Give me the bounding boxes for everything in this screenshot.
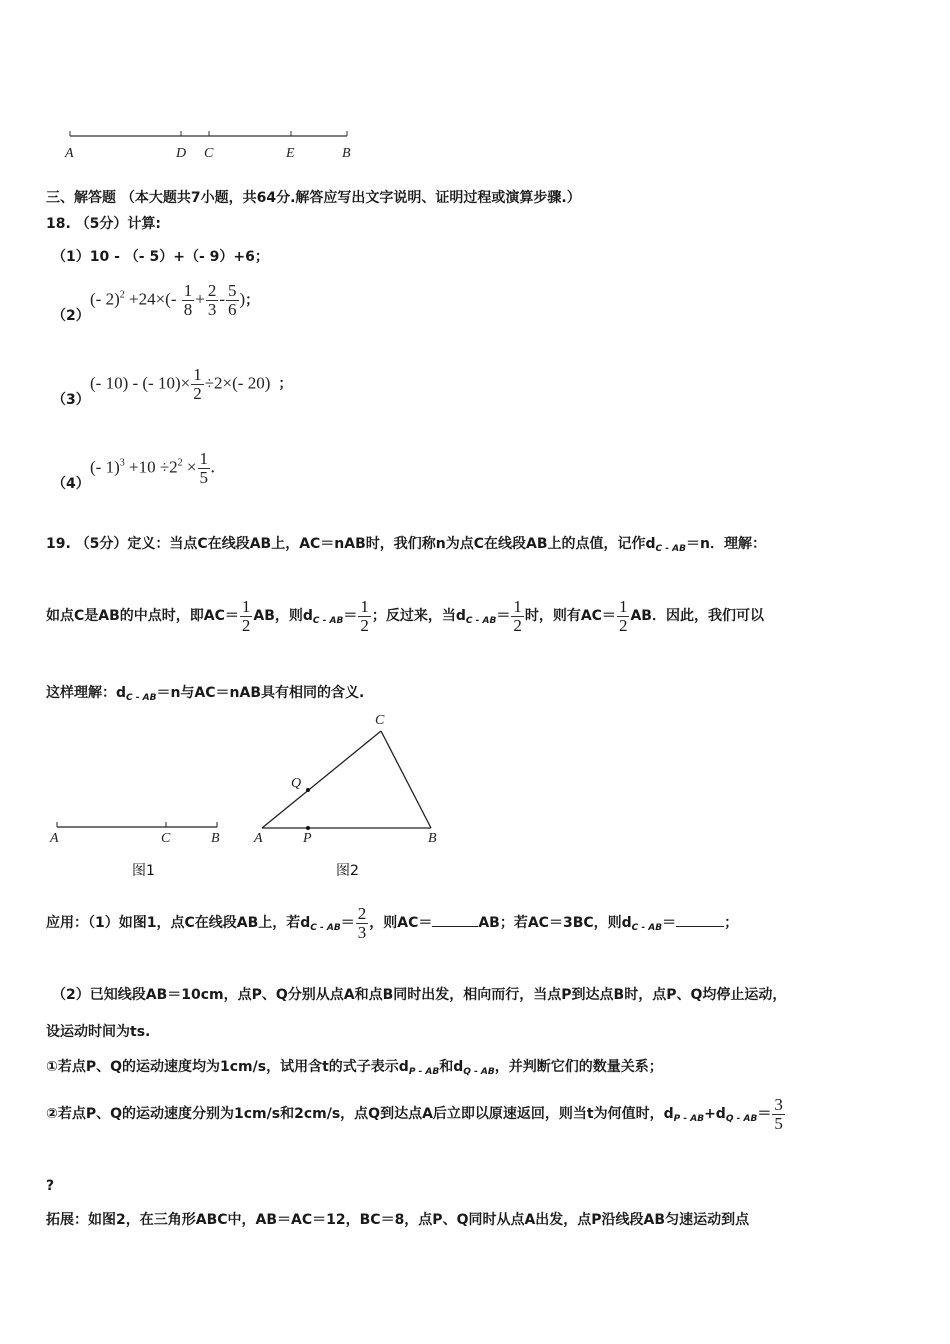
c2-frac: $\frac{3}{5}$ <box>774 1094 783 1133</box>
c2-sub2: Q - AB <box>725 1114 758 1124</box>
c2-sub1: P - AB <box>673 1114 705 1124</box>
q18-p4-end: . <box>211 461 215 477</box>
q19-l2-sub2: C - AB <box>465 616 497 626</box>
part2-line2: 设运动时间为ts. <box>46 1024 151 1040</box>
q18-p2-expr <box>90 282 259 319</box>
q18-p3-left: (- 10) - (- 10)× <box>90 373 191 393</box>
q19-l2-c: ＝ <box>343 608 358 624</box>
fig1-label-a: A <box>50 831 59 846</box>
q19-l2-d: ；反过来，当d <box>371 608 466 624</box>
q19-half-3: $\frac{1}{2}$ <box>513 596 522 635</box>
fig1-label-b: B <box>211 831 220 846</box>
q18-p2-exp: 2 <box>119 289 125 301</box>
q18-p3-label: （3） <box>52 392 90 408</box>
apply-f: ； <box>724 915 739 931</box>
top-label-e: E <box>286 146 295 161</box>
c1-c: ，并判断它们的数量关系； <box>494 1059 663 1075</box>
c2-b: +d <box>704 1106 726 1122</box>
q18-p3-right: ÷2×(- 20) <box>204 373 271 393</box>
section-header: 三、解答题 （本大题共7小题，共64分.解答应写出文字说明、证明过程或演算步骤.） <box>46 190 581 206</box>
c1-a: ①若点P、Q的运动速度均为1cm/s，试用含t的式子表示d <box>46 1059 409 1075</box>
q18-p2-end: ； <box>245 293 260 309</box>
q18-p4-label: （4） <box>52 476 90 492</box>
apply-line <box>46 903 738 948</box>
q19-line1 <box>46 533 766 554</box>
fig2-side-ac <box>262 731 381 828</box>
apply-blank-2[interactable] <box>676 914 724 927</box>
q19-l3-a: 这样理解：d <box>46 685 127 701</box>
q18-p2-frac2: $\frac{2}{3}$ <box>207 281 217 319</box>
fig2-label-q: Q <box>291 776 302 791</box>
q19-l2-f: 时，则有AC＝ <box>524 608 616 624</box>
q19-half-2: $\frac{1}{2}$ <box>360 596 369 635</box>
apply-b: ＝ <box>340 915 355 931</box>
q19-l3-b: ＝n与AC＝nAB具有相同的含义. <box>156 685 365 701</box>
q19-line3 <box>46 682 364 703</box>
q19-l2-e: ＝ <box>496 608 511 624</box>
q18-p4-base: (- 1) <box>90 457 120 477</box>
fig2-point-q <box>306 788 310 792</box>
fig1-caption: 图1 <box>132 863 155 879</box>
fig2-triangle <box>250 720 450 840</box>
q19-line2 <box>46 596 764 641</box>
apply-c: ，则AC＝ <box>369 915 433 931</box>
q19-l2-a: 如点C是AB的中点时，即AC＝ <box>46 608 239 624</box>
q19-line1-end: ＝n．理解： <box>685 536 766 552</box>
q19-line1-sub: C - AB <box>655 544 686 554</box>
fig2-caption: 图2 <box>336 863 359 879</box>
apply-e: ＝ <box>662 915 677 931</box>
q18-p3-end: ； <box>278 377 293 393</box>
q19-half-1: $\frac{1}{2}$ <box>241 596 251 635</box>
apply-blank-1[interactable] <box>432 914 478 927</box>
c2-a: ②若点P、Q的运动速度分别为1cm/s和2cm/s，点Q到达点A后立即以原速返回，则当t为何值时，d <box>46 1106 674 1122</box>
apply-sub2: C - AB <box>631 923 663 933</box>
fig1-label-c: C <box>161 831 171 846</box>
q18-p2-plus: + <box>195 289 205 309</box>
q18-p1-expr: 10 - （- 5）+（- 9）+6； <box>89 249 269 265</box>
part2-line1: （2）已知线段AB＝10cm，点P、Q分别从点A和点B同时出发，相向而行，当点P到达点B时，点P、Q均停止运动， <box>52 987 787 1003</box>
q18-p2-minus: - <box>219 289 225 309</box>
part2-question-mark: ? <box>46 1178 55 1194</box>
fig2-label-a: A <box>254 831 263 846</box>
q18-p2-close: ) <box>239 289 246 309</box>
apply-d: AB；若AC＝3BC，则d <box>478 915 632 931</box>
q18-p2-mid: +24×(- <box>124 289 181 309</box>
c1-sub1: P - AB <box>408 1067 440 1077</box>
q18-p2-frac3: $\frac{5}{6}$ <box>228 281 237 319</box>
q18-title: 18. （5分）计算: <box>46 216 162 232</box>
part2-case1 <box>46 1056 663 1077</box>
q18-p1-label: （1） <box>52 249 90 265</box>
q18-p4-times: × <box>182 457 197 477</box>
apply-frac: $\frac{2}{3}$ <box>357 903 367 942</box>
c1-sub2: Q - AB <box>463 1067 495 1077</box>
q18-part1 <box>52 246 269 266</box>
q18-p4-exp2: 2 <box>177 457 183 469</box>
q18-p3-expr <box>90 366 292 403</box>
fig2-side-bc <box>381 731 431 828</box>
q18-p4-exp1: 3 <box>119 457 125 469</box>
q19-half-4: $\frac{1}{2}$ <box>618 596 628 635</box>
c1-b: 和d <box>439 1059 464 1075</box>
q19-l2-g: AB．因此，我们可以 <box>630 608 764 624</box>
fig1-segment <box>45 815 230 835</box>
top-label-c: C <box>204 146 214 161</box>
fig2-label-b: B <box>428 831 437 846</box>
q18-p4-frac: $\frac{1}{5}$ <box>199 449 208 487</box>
q18-p3-frac: $\frac{1}{2}$ <box>193 365 202 403</box>
q19-l2-b: AB，则d <box>253 608 313 624</box>
q19-l2-sub1: C - AB <box>312 616 344 626</box>
fig2-label-p: P <box>303 831 312 846</box>
q18-p2-base: (- 2) <box>90 289 120 309</box>
c2-c: ＝ <box>757 1106 772 1122</box>
q19-l3-sub: C - AB <box>126 693 157 703</box>
q18-p4-mid: +10 ÷2 <box>124 457 178 477</box>
fig2-label-c: C <box>375 713 385 728</box>
q18-p4-expr <box>90 450 215 487</box>
extend-line: 拓展：如图2，在三角形ABC中，AB＝AC＝12，BC＝8，点P、Q同时从点A出发，点P沿线段AB匀速运动到点 <box>46 1212 750 1228</box>
top-segment-figure <box>60 122 370 172</box>
apply-sub1: C - AB <box>310 923 341 933</box>
top-label-a: A <box>65 146 74 161</box>
fig2-point-p <box>306 826 310 830</box>
part2-case2 <box>46 1094 786 1139</box>
q18-p2-frac1: $\frac{1}{8}$ <box>183 281 193 319</box>
top-label-b: B <box>342 146 351 161</box>
top-label-d: D <box>176 146 187 161</box>
apply-a: 应用：（1）如图1，点C在线段AB上，若d <box>46 915 311 931</box>
q19-line1-text: 19. （5分）定义：当点C在线段AB上，AC＝nAB时，我们称n为点C在线段AB上的点值，记作d <box>46 536 656 552</box>
q18-p2-label: （2） <box>52 308 90 324</box>
